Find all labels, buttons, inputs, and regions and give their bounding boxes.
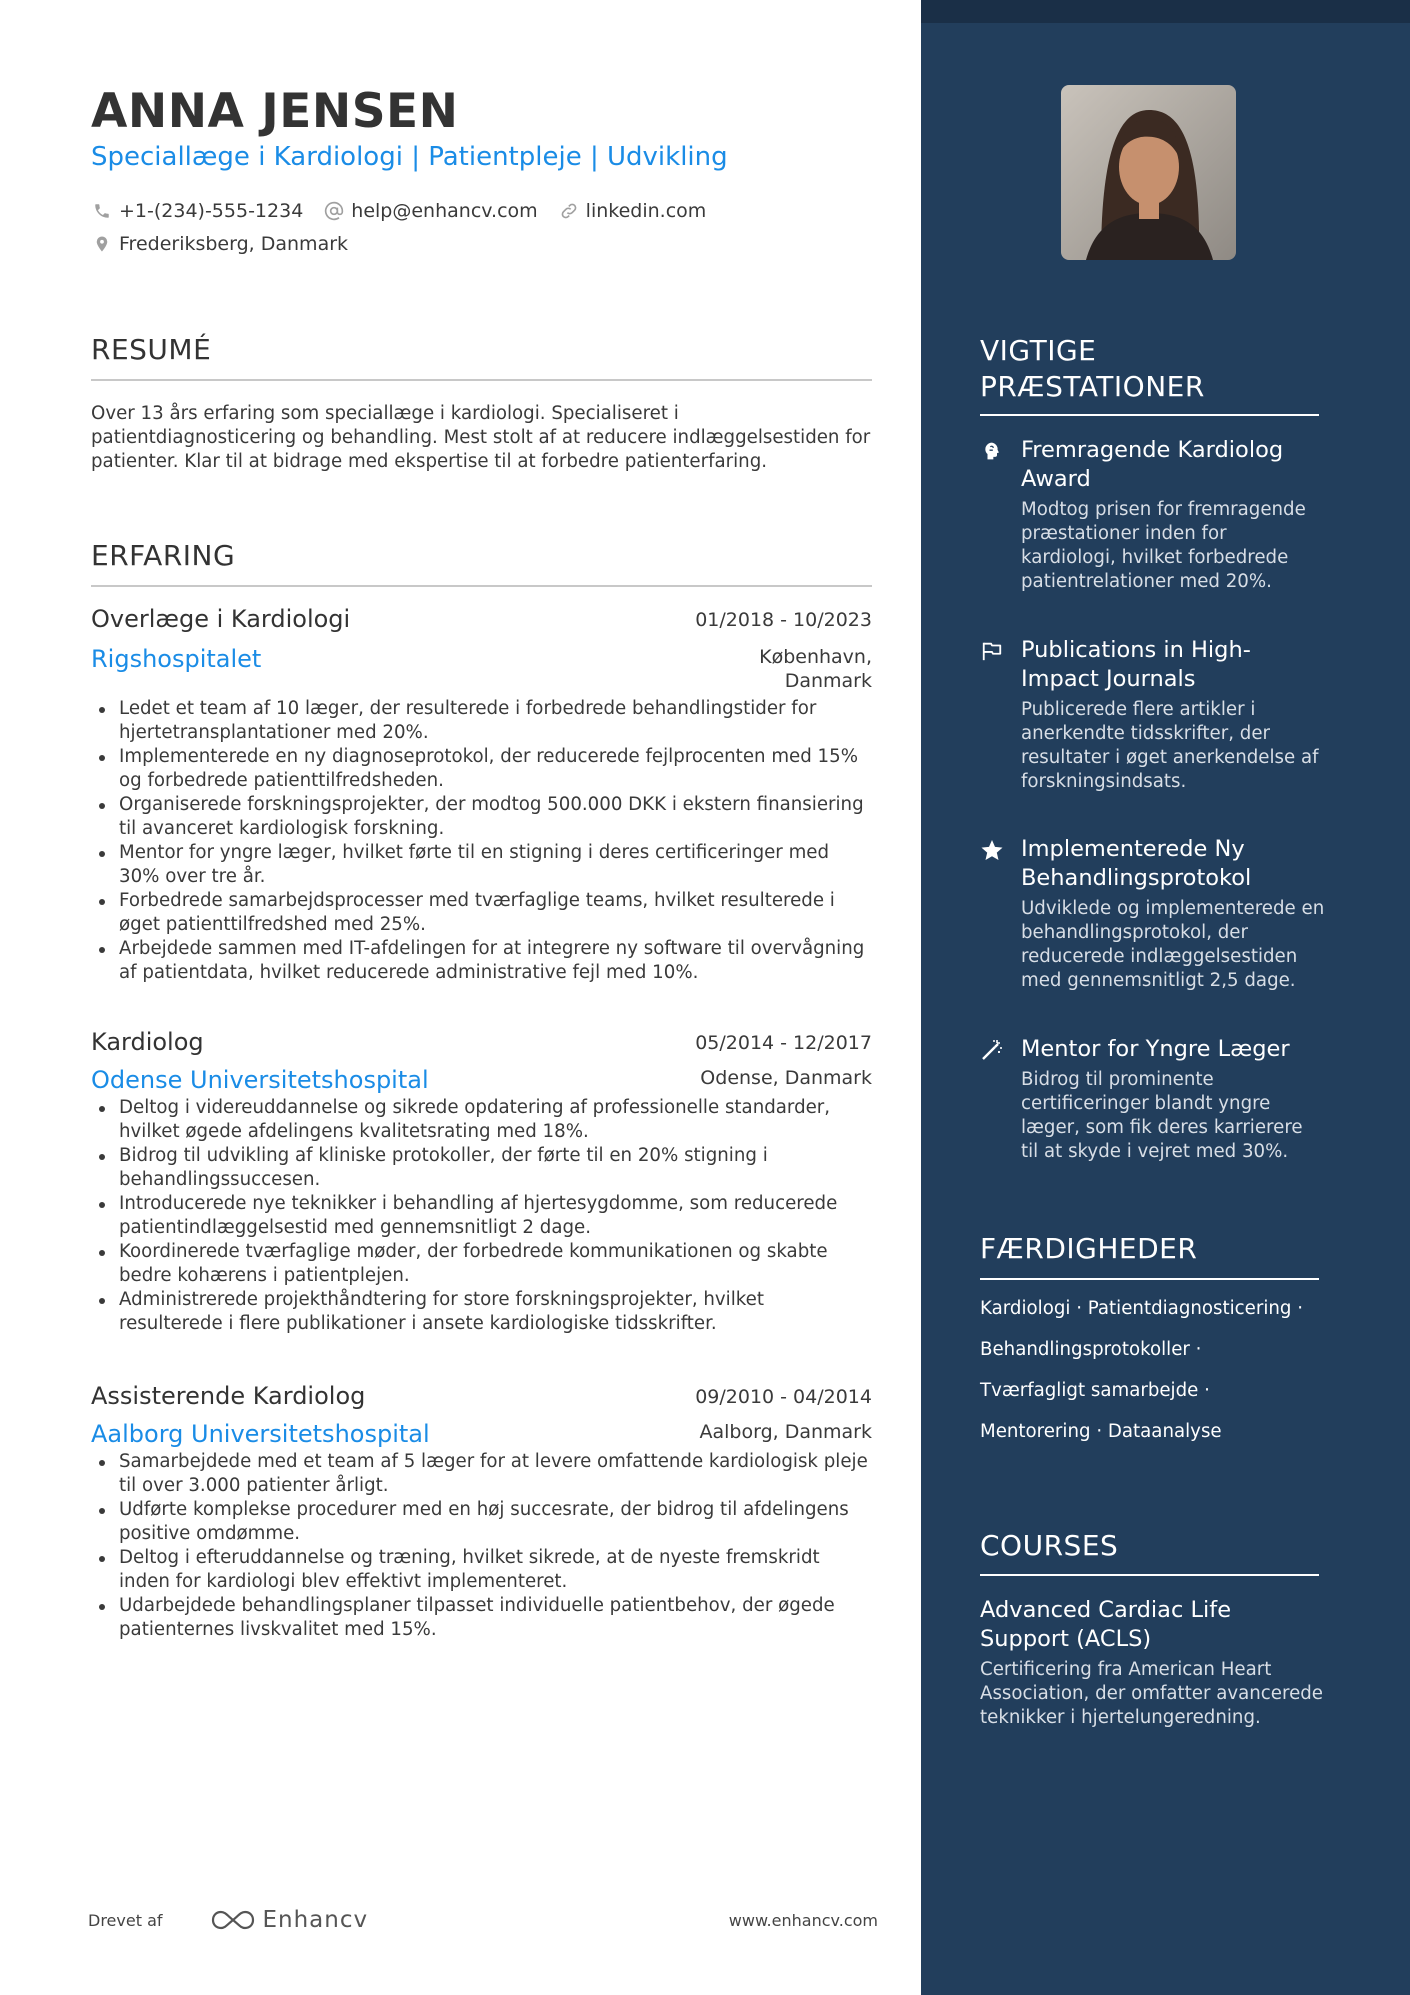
skill-line: Behandlingsprotokoller · (980, 1339, 1202, 1360)
candidate-name: ANNA JENSEN (91, 84, 459, 139)
skill-line: Kardiologi · Patientdiagnosticering · (980, 1298, 1304, 1319)
bullet-item: Udarbejdede behandlingsplaner tilpasset individuelle patientbehov, der øgede patienternes livskvalitet med 15%. (91, 1594, 872, 1642)
experience-divider (91, 585, 872, 587)
job-bullets (91, 1096, 872, 1336)
job-company: Aalborg Universitetshospital (91, 1420, 430, 1448)
bullet-item: Arbejdede sammen med IT-afdelingen for at integrere ny software til overvågning af patientdata, hvilket reducerede administrative fejl med 10%. (91, 937, 872, 985)
bullet-item: Koordinerede tværfaglige møder, der forbedrede kommunikationen og skabte bedre kohærens i patientplejen. (91, 1240, 872, 1288)
job-entry (91, 1028, 872, 1336)
location-pin-icon (91, 233, 113, 255)
achievement-title: Implementerede Ny Behandlingsprotokol (1021, 836, 1252, 891)
link-icon (558, 200, 580, 222)
achievement-title: Mentor for Yngre Læger (1021, 1036, 1290, 1062)
linkedin-text: linkedin.com (585, 200, 707, 222)
achievement-desc: Publicerede flere artikler i anerkendte tidsskrifter, der resultater i øget anerkendelse af forskningsindsats. (1021, 699, 1319, 792)
achievement-title: Fremragende Kardiolog Award (1021, 437, 1284, 492)
at-sign-icon (323, 200, 345, 222)
bullet-item: Deltog i videreuddannelse og sikrede opdatering af professionelle standarder, hvilket øgede afdelingens kvalitetsrating med 18%. (91, 1096, 872, 1144)
brain-icon (980, 439, 1004, 463)
bullet-item: Introducerede nye teknikker i behandling af hjertesygdomme, som reducerede patientindlæggelsestid med gennemsnitligt 2 dage. (91, 1192, 872, 1240)
job-company: Odense Universitetshospital (91, 1066, 429, 1094)
job-location-line: Danmark (784, 670, 872, 692)
job-bullets (91, 697, 872, 985)
contact-location (91, 233, 348, 255)
achievement-desc: Udviklede og implementerede en behandlingsprotokol, der reducerede indlæggelsestiden med gennemsnitligt 2,5 dage. (1021, 898, 1325, 991)
skill-line: Tværfagligt samarbejde · (980, 1380, 1210, 1401)
brand-name: Enhancv (262, 1907, 369, 1933)
skills-heading: FÆRDIGHEDER (980, 1232, 1198, 1265)
job-company: Rigshospitalet (91, 645, 262, 673)
job-entry (91, 1382, 872, 1642)
bullet-item: Mentor for yngre læger, hvilket førte til en stigning i deres certificeringer med 30% over tre år. (91, 841, 872, 889)
job-title: Assisterende Kardiolog (91, 1382, 366, 1410)
course-desc: Certificering fra American Heart Association, der omfatter avancerede teknikker i hjertelungeredning. (980, 1659, 1323, 1728)
bullet-item: Bidrog til udvikling af kliniske protokoller, der førte til en 20% stigning i behandlingssuccesen. (91, 1144, 872, 1192)
infinity-logo-icon (209, 1908, 257, 1932)
bullet-item: Udførte komplekse procedurer med en høj succesrate, der bidrog til afdelingens positive omdømme. (91, 1498, 872, 1546)
summary-divider (91, 379, 872, 381)
achievements-heading (980, 333, 1205, 405)
achievements-heading-line: VIGTIGE (980, 334, 1097, 367)
achievement-desc: Modtog prisen for fremragende præstationer inden for kardiologi, hvilket forbedrede patientrelationer med 20%. (1021, 499, 1306, 592)
job-title: Kardiolog (91, 1028, 204, 1056)
contact-phone[interactable] (91, 200, 303, 222)
phone-icon (91, 200, 113, 222)
achievements-heading-line: PRÆSTATIONER (980, 370, 1205, 403)
bullet-item: Samarbejdede med et team af 5 læger for at levere omfattende kardiologisk pleje til over 3.000 patienter årligt. (91, 1450, 872, 1498)
candidate-tagline: Speciallæge i Kardiologi | Patientpleje | Udvikling (91, 142, 728, 172)
skills-list (980, 1297, 1325, 1461)
email-text: help@enhancv.com (351, 200, 538, 222)
courses-divider (980, 1574, 1319, 1576)
bullet-item: Deltog i efteruddannelse og træning, hvilket sikrede, at de nyeste fremskridt inden for kardiologi blev effektivt implementeret. (91, 1546, 872, 1594)
experience-heading: ERFARING (91, 539, 236, 572)
flag-icon (980, 639, 1004, 663)
phone-text: +1-(234)-555-1234 (119, 200, 304, 222)
powered-by-label: Drevet af (88, 1910, 163, 1930)
star-icon (980, 838, 1004, 862)
contact-info (91, 196, 726, 262)
courses-heading: COURSES (980, 1529, 1119, 1562)
summary-text: Over 13 års erfaring som speciallæge i kardiologi. Specialiseret i patientdiagnosticering og behandling. Mest stolt af at reducere indlæggelsestiden for patienter. Klar til at bidrage med ekspertise til at forbedre patienterfaring. (91, 403, 871, 472)
job-dates: 09/2010 - 04/2014 (695, 1386, 872, 1408)
location-text: Frederiksberg, Danmark (119, 233, 349, 255)
achievement-item (980, 436, 1325, 594)
job-location: Aalborg, Danmark (699, 1421, 872, 1443)
summary-heading: RESUMÉ (91, 333, 212, 366)
footer (88, 1900, 878, 1940)
job-title: Overlæge i Kardiologi (91, 605, 351, 633)
job-location (759, 645, 872, 693)
magic-wand-icon (980, 1038, 1004, 1062)
skills-divider (980, 1278, 1319, 1280)
job-location-line: København, (759, 646, 872, 668)
contact-email[interactable] (323, 200, 537, 222)
achievement-item (980, 1035, 1325, 1164)
job-location: Odense, Danmark (700, 1067, 872, 1089)
enhancv-logo[interactable] (209, 1907, 369, 1933)
sidebar (921, 0, 1410, 1995)
job-bullets (91, 1450, 872, 1642)
contact-linkedin[interactable] (558, 200, 707, 222)
bullet-item: Implementerede en ny diagnoseprotokol, der reducerede fejlprocenten med 15% og forbedrede patienttilfredsheden. (91, 745, 872, 793)
achievement-item (980, 835, 1325, 993)
bullet-item: Administrerede projekthåndtering for store forskningsprojekter, hvilket resulterede i flere publikationer i ansete kardiologiske tidsskrifter. (91, 1288, 872, 1336)
job-dates: 05/2014 - 12/2017 (695, 1032, 872, 1054)
bullet-item: Forbedrede samarbejdsprocesser med tværfaglige teams, hvilket resulterede i øget patienttilfredshed med 25%. (91, 889, 872, 937)
achievements-divider (980, 414, 1319, 416)
footer-website[interactable]: www.enhancv.com (728, 1910, 878, 1930)
job-dates: 01/2018 - 10/2023 (695, 609, 872, 631)
sidebar-top-bar (921, 0, 1410, 23)
achievement-item (980, 636, 1325, 794)
course-title: Advanced Cardiac Life Support (ACLS) (980, 1597, 1232, 1652)
achievement-desc: Bidrog til prominente certificeringer blandt yngre læger, som fik deres karrierere til at skyde i vejret med 30%. (1021, 1069, 1303, 1162)
course-item (980, 1596, 1325, 1730)
profile-photo (1061, 85, 1236, 260)
skill-line: Mentorering · Dataanalyse (980, 1421, 1222, 1442)
achievement-title: Publications in High-Impact Journals (1021, 637, 1251, 692)
bullet-item: Organiserede forskningsprojekter, der modtog 500.000 DKK i ekstern finansiering til avanceret kardiologisk forskning. (91, 793, 872, 841)
job-entry (91, 605, 872, 985)
bullet-item: Ledet et team af 10 læger, der resulterede i forbedrede behandlingstider for hjertetransplantationer med 20%. (91, 697, 872, 745)
